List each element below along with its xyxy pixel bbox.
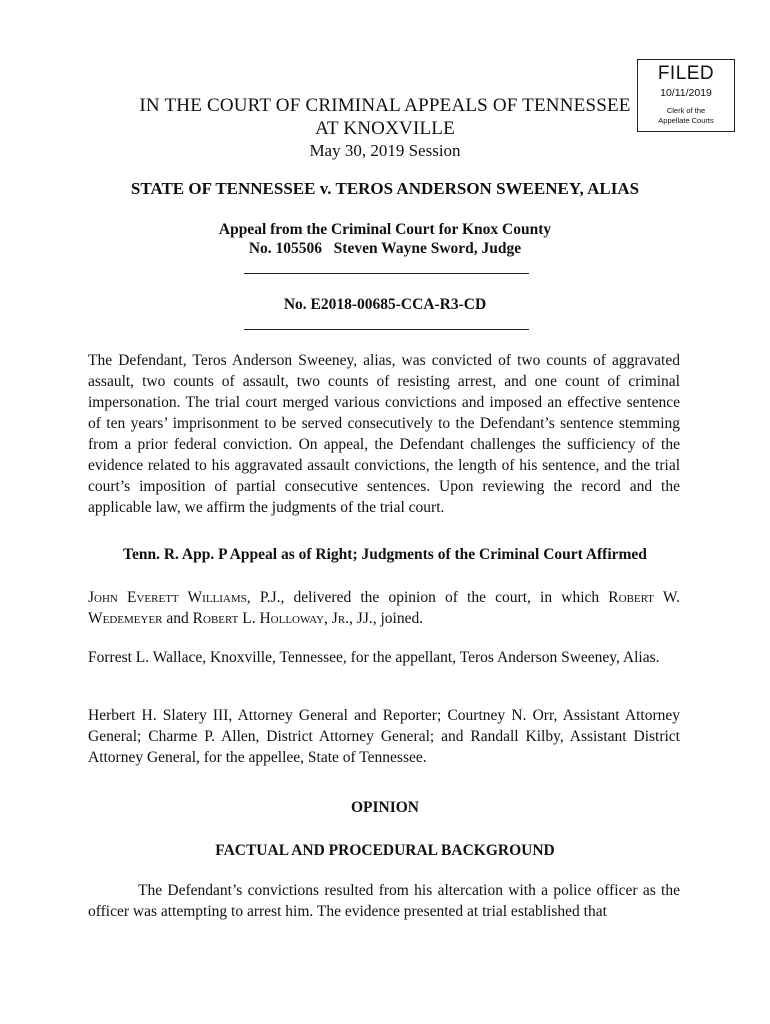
divider-bottom [244,329,529,330]
court-location: AT KNOXVILLE [315,118,455,139]
filed-stamp-clerk-line1: Clerk of the [666,106,706,115]
appellant-counsel: Forrest L. Wallace, Knoxville, Tennessee, for the appellant, Teros Anderson Sweeney, Alias. [88,649,660,666]
case-summary: The Defendant, Teros Anderson Sweeney, alias, was convicted of two counts of aggravated assault, two counts of assault, two counts of resisting arrest, and one count of criminal impersonation. The trial court merged various convictions and imposed an effective sentence of ten years’ imprisonment to be served consecutively to the Defendant’s sentence stemming from a prior federal conviction. On appeal, the Defendant challenges the sufficiency of the evidence related to his aggravated assault convictions, the length of his sentence, and the trial court’s imposition of partial consecutive sentences. Upon reviewing the record and the applicable law, we affirm the judgments of the trial court. [88,352,680,516]
second-judge: Robert W. Wedemeyer [88,589,680,627]
appellee-counsel: Herbert H. Slatery III, Attorney General and Reporter; Courtney N. Orr, Assistant Attorney General; Charme P. Allen, District Attorney General; and Randall Kilby, Assistant District Attorney General, for the appellee, State of Tennessee. [88,707,680,766]
author-judge: John Everett Williams [88,589,247,606]
appeal-from: Appeal from the Criminal Court for Knox County [218,221,552,238]
holding-line: Tenn. R. App. P Appeal as of Right; Judgments of the Criminal Court Affirmed [123,546,647,563]
opinion-heading: OPINION [350,799,420,816]
divider-top [244,273,529,274]
author-suffix: , P.J., delivered the opinion of the court, in which [246,589,609,606]
session-date: May 30, 2019 Session [309,141,461,160]
trial-info: No. 105506 Steven Wayne Sword, Judge [248,240,522,257]
filed-stamp-date: 10/11/2019 [660,87,712,99]
filed-stamp-clerk-line2: Appellate Courts [658,116,714,125]
body-paragraph: The Defendant’s convictions resulted from his altercation with a police officer as the officer was attempting to arrest him. The evidence presented at trial established that [88,882,680,920]
judges-conjunction: and [162,610,193,627]
case-caption: STATE OF TENNESSEE v. TEROS ANDERSON SWEENEY, ALIAS [130,179,640,198]
court-name: IN THE COURT OF CRIMINAL APPEALS OF TENNESSEE [139,95,631,116]
background-heading: FACTUAL AND PROCEDURAL BACKGROUND [215,842,555,859]
judges-line [88,587,680,629]
judges-end: , JJ., joined. [349,610,424,627]
docket-number: No. E2018-00685-CCA-R3-CD [283,296,487,313]
third-judge: Robert L. Holloway, Jr. [192,610,350,627]
filed-stamp-title: FILED [657,63,715,84]
